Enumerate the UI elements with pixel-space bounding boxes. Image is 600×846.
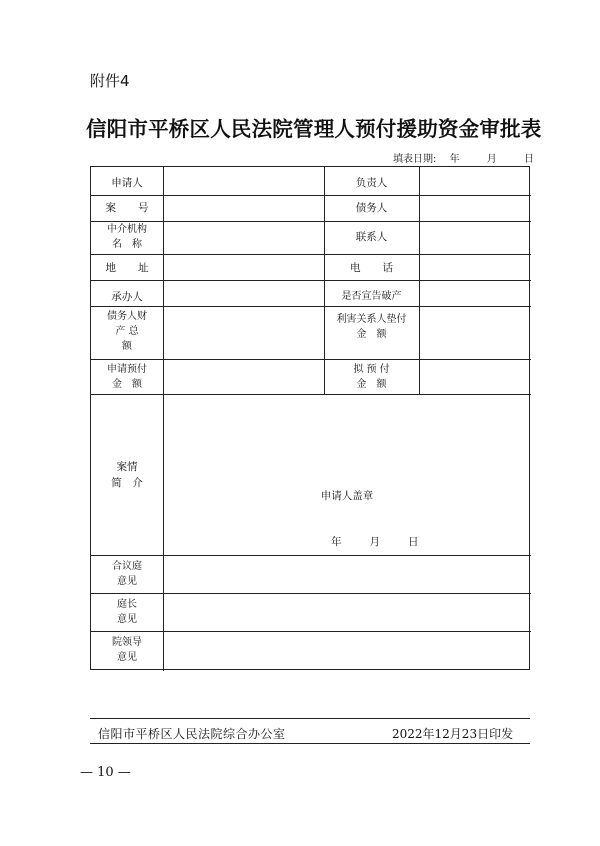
debtor-assets-label: 债务人财 产 总 额: [107, 311, 147, 352]
chief-opinion-label: 庭长 意见: [117, 599, 137, 625]
footer-rule-top: [90, 718, 530, 719]
applicant-seal-label: 申请人盖章: [320, 490, 374, 502]
leader-opinion-label: 院领导 意见: [112, 637, 142, 663]
case-summary-label: 案情 简 介: [111, 461, 143, 489]
fill-date-day: 日: [523, 154, 534, 165]
apply-amount-label: 申请预付 金 额: [107, 364, 147, 390]
seal-date: 年 月 日: [331, 536, 419, 548]
advance-amount-label: 利害关系人垫付 金 额: [336, 314, 407, 340]
footer-date: 2022年12月23日印发: [392, 727, 514, 741]
panel-opinion-label: 合议庭 意见: [112, 561, 142, 587]
approval-table: [90, 166, 530, 670]
case-number-label: 案 号: [105, 202, 149, 214]
responsible-label: 负责人: [355, 177, 388, 189]
page-number: — 10 —: [80, 765, 131, 780]
handler-label: 承办人: [111, 291, 143, 303]
attachment-label: 附件4: [90, 72, 130, 90]
contact-label: 联系人: [355, 231, 388, 243]
fill-date-month: 月: [486, 154, 497, 165]
debtor-label: 债务人: [355, 202, 388, 214]
fill-date-label: 填表日期:: [393, 154, 437, 165]
applicant-label: 申请人: [111, 177, 143, 189]
footer-rule-bottom: [90, 743, 530, 744]
page-title: 信阳市平桥区人民法院管理人预付援助资金审批表: [86, 117, 542, 141]
fill-date-year: 年: [449, 154, 460, 165]
fill-date: [393, 150, 534, 165]
bankruptcy-label: 是否宣告破产: [341, 291, 402, 302]
planned-amount-label: 拟 预 付 金 额: [353, 364, 390, 390]
address-label: 地 址: [105, 262, 149, 274]
agency-name-label: 中介机构 名 称: [107, 224, 147, 250]
phone-label: 电 话: [350, 262, 393, 274]
footer-issuer: 信阳市平桥区人民法院综合办公室: [98, 727, 286, 741]
